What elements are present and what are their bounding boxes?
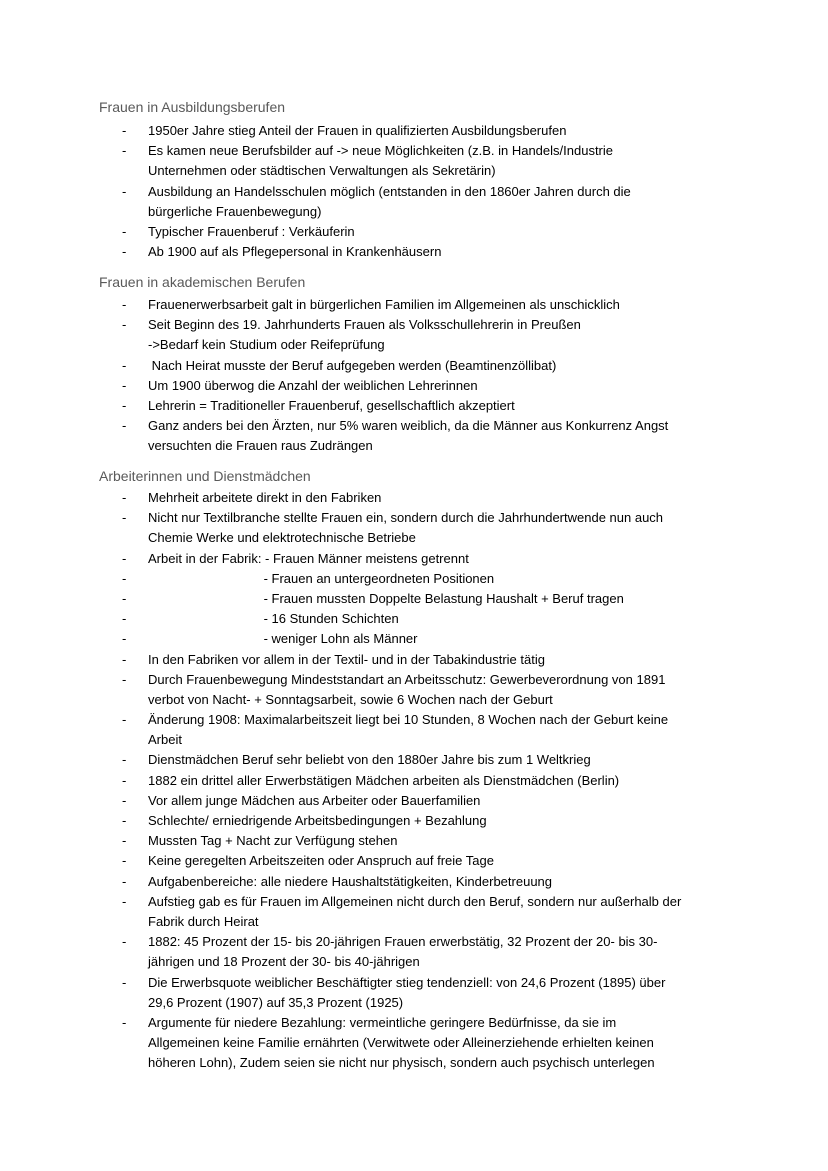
- list-item: [0, 771, 828, 791]
- dash-bullet: -: [122, 377, 127, 393]
- list-item: [0, 831, 828, 851]
- dash-bullet: -: [122, 873, 127, 889]
- list-item: [0, 589, 828, 609]
- dash-bullet: -: [122, 490, 127, 505]
- dash-bullet: -: [122, 974, 127, 990]
- dash-bullet: -: [122, 752, 127, 768]
- bullet-list: [0, 488, 828, 1073]
- item-line: bürgerliche Frauenbewegung): [148, 203, 322, 219]
- list-item: [0, 932, 828, 972]
- dash-bullet: -: [122, 934, 127, 950]
- item-line: 1950er Jahre stieg Anteil der Frauen in qualifizierten Ausbildungsberufen: [148, 123, 567, 138]
- item-line: Unternehmen oder städtischen Verwaltungen als Sekretärin): [148, 163, 496, 179]
- item-line: Keine geregelten Arbeitszeiten oder Anspruch auf freie Tage: [148, 853, 494, 869]
- dash-bullet: -: [122, 357, 127, 373]
- list-item: [0, 182, 828, 222]
- list-item: [0, 508, 828, 548]
- item-line: Nicht nur Textilbranche stellte Frauen ein, sondern durch die Jahrhundertwende nun auch: [148, 510, 664, 526]
- dash-bullet: -: [122, 1014, 127, 1030]
- list-item: [0, 356, 828, 376]
- dash-bullet: -: [122, 317, 127, 333]
- dash-bullet: -: [122, 223, 127, 239]
- item-line: Vor allem junge Mädchen aus Arbeiter oder Bauerfamilien: [148, 792, 481, 808]
- item-line: Mehrheit arbeitete direkt in den Fabriken: [148, 490, 382, 505]
- item-line: Chemie Werke und elektrotechnische Betriebe: [148, 530, 416, 546]
- item-line: Es kamen neue Berufsbilder auf -> neue Möglichkeiten (z.B. in Handels/Industrie: [148, 143, 614, 159]
- dash-bullet: -: [122, 853, 127, 869]
- dash-bullet: -: [122, 297, 127, 312]
- dash-bullet: -: [122, 611, 127, 627]
- dash-bullet: -: [122, 123, 127, 138]
- list-item: [0, 121, 828, 141]
- list-item: [0, 811, 828, 831]
- item-line: höheren Lohn), Zudem seien sie nicht nur physisch, sondern auch psychisch unterlegen: [148, 1055, 655, 1071]
- item-line: Argumente für niedere Bezahlung: vermeintliche geringere Bedürfnisse, da sie im: [148, 1014, 617, 1030]
- item-line: Schlechte/ erniedrigende Arbeitsbedingungen + Bezahlung: [148, 813, 487, 828]
- list-item: [0, 295, 828, 315]
- item-line: Nach Heirat musste der Beruf aufgegeben werden (Beamtinenzöllibat): [148, 357, 557, 373]
- list-item: [0, 872, 828, 892]
- dash-bullet: -: [122, 671, 127, 687]
- item-line: Arbeit: [148, 732, 182, 748]
- list-item: [0, 376, 828, 396]
- item-line: Typischer Frauenberuf : Verkäuferin: [148, 223, 355, 239]
- item-line: Die Erwerbsquote weiblicher Beschäftigter stieg tendenziell: von 24,6 Prozent (1895) über: [148, 974, 666, 990]
- item-line: Um 1900 überwog die Anzahl der weiblichen Lehrerinnen: [148, 377, 478, 393]
- item-line: Lehrerin = Traditioneller Frauenberuf, gesellschaftlich akzeptiert: [148, 397, 515, 413]
- bullet-list: [0, 121, 828, 262]
- item-line: Aufstieg gab es für Frauen im Allgemeinen nicht durch den Beruf, sondern nur außerhalb der: [148, 893, 682, 909]
- item-line: - Frauen an untergeordneten Positionen: [148, 570, 495, 586]
- list-item: [0, 222, 828, 242]
- dash-bullet: -: [122, 183, 127, 199]
- item-line: In den Fabriken vor allem in der Textil- und in der Tabakindustrie tätig: [148, 651, 545, 667]
- item-line: Dienstmädchen Beruf sehr beliebt von den 1880er Jahre bis zum 1 Weltkrieg: [148, 752, 591, 768]
- list-item: [0, 315, 828, 355]
- list-item: [0, 710, 828, 750]
- item-line: - weniger Lohn als Männer: [148, 631, 418, 647]
- item-line: Seit Beginn des 19. Jahrhunderts Frauen als Volksschullehrerin in Preußen: [148, 317, 581, 333]
- list-item: [0, 629, 828, 649]
- dash-bullet: -: [122, 712, 127, 728]
- item-line: jährigen und 18 Prozent der 30- bis 40-jährigen: [148, 954, 420, 970]
- item-line: Änderung 1908: Maximalarbeitszeit liegt bei 10 Stunden, 8 Wochen nach der Geburt keine: [148, 712, 669, 728]
- section-heading: Frauen in Ausbildungsberufen: [99, 99, 286, 115]
- item-line: 29,6 Prozent (1907) auf 35,3 Prozent (1925): [148, 994, 404, 1010]
- dash-bullet: -: [122, 244, 127, 260]
- dash-bullet: -: [122, 813, 127, 828]
- item-line: - Frauen mussten Doppelte Belastung Haushalt + Beruf tragen: [148, 590, 624, 606]
- list-item: [0, 650, 828, 670]
- dash-bullet: -: [122, 651, 127, 667]
- dash-bullet: -: [122, 510, 127, 526]
- item-line: versuchten die Frauen raus Zudrängen: [148, 438, 373, 454]
- item-line: Durch Frauenbewegung Mindeststandart an Arbeitsschutz: Gewerbeverordnung von 1891: [148, 671, 666, 687]
- item-line: verbot von Nacht- + Sonntagsarbeit, sowie 6 Wochen nach der Geburt: [148, 691, 553, 707]
- dash-bullet: -: [122, 143, 127, 159]
- dash-bullet: -: [122, 631, 127, 647]
- dash-bullet: -: [122, 772, 127, 788]
- dash-bullet: -: [122, 833, 127, 849]
- list-item: [0, 851, 828, 871]
- item-line: Ganz anders bei den Ärzten, nur 5% waren weiblich, da die Männer aus Konkurrenz Angst: [148, 418, 669, 434]
- dash-bullet: -: [122, 418, 127, 434]
- dash-bullet: -: [122, 590, 127, 606]
- item-line: Fabrik durch Heirat: [148, 913, 259, 929]
- item-line: 1882: 45 Prozent der 15- bis 20-jährigen Frauen erwerbstätig, 32 Prozent der 20- bis 30-: [148, 934, 658, 950]
- list-item: [0, 973, 828, 1013]
- dash-bullet: -: [122, 792, 127, 808]
- list-item: [0, 242, 828, 262]
- section-heading: Arbeiterinnen und Dienstmädchen: [99, 468, 311, 484]
- list-item: [0, 609, 828, 629]
- bullet-list: [0, 295, 828, 457]
- item-line: - 16 Stunden Schichten: [148, 611, 399, 627]
- dash-bullet: -: [122, 550, 127, 566]
- item-line: Arbeit in der Fabrik: - Frauen Männer meistens getrennt: [148, 550, 469, 566]
- list-item: [0, 670, 828, 710]
- item-line: Ab 1900 auf als Pflegepersonal in Krankenhäusern: [148, 244, 442, 260]
- item-line: Frauenerwerbsarbeit galt in bürgerlichen Familien im Allgemeinen als unschicklich: [148, 297, 620, 312]
- item-line: Ausbildung an Handelsschulen möglich (entstanden in den 1860er Jahren durch die: [148, 183, 631, 199]
- list-item: [0, 569, 828, 589]
- list-item: [0, 488, 828, 508]
- list-item: [0, 141, 828, 181]
- item-line: Mussten Tag + Nacht zur Verfügung stehen: [148, 833, 398, 849]
- list-item: [0, 416, 828, 456]
- list-item: [0, 750, 828, 770]
- item-line: ->Bedarf kein Studium oder Reifeprüfung: [148, 337, 385, 353]
- item-line: Allgemeinen keine Familie ernährten (Verwitwete oder Alleinerziehende erhielten keinen: [148, 1035, 654, 1051]
- item-line: 1882 ein drittel aller Erwerbstätigen Mädchen arbeiten als Dienstmädchen (Berlin): [148, 772, 620, 788]
- list-item: [0, 892, 828, 932]
- dash-bullet: -: [122, 893, 127, 909]
- dash-bullet: -: [122, 397, 127, 413]
- section-heading: Frauen in akademischen Berufen: [99, 274, 306, 290]
- item-line: Aufgabenbereiche: alle niedere Haushaltstätigkeiten, Kinderbetreuung: [148, 873, 553, 889]
- list-item: [0, 396, 828, 416]
- list-item: [0, 1013, 828, 1074]
- list-item: [0, 791, 828, 811]
- list-item: [0, 549, 828, 569]
- dash-bullet: -: [122, 570, 127, 586]
